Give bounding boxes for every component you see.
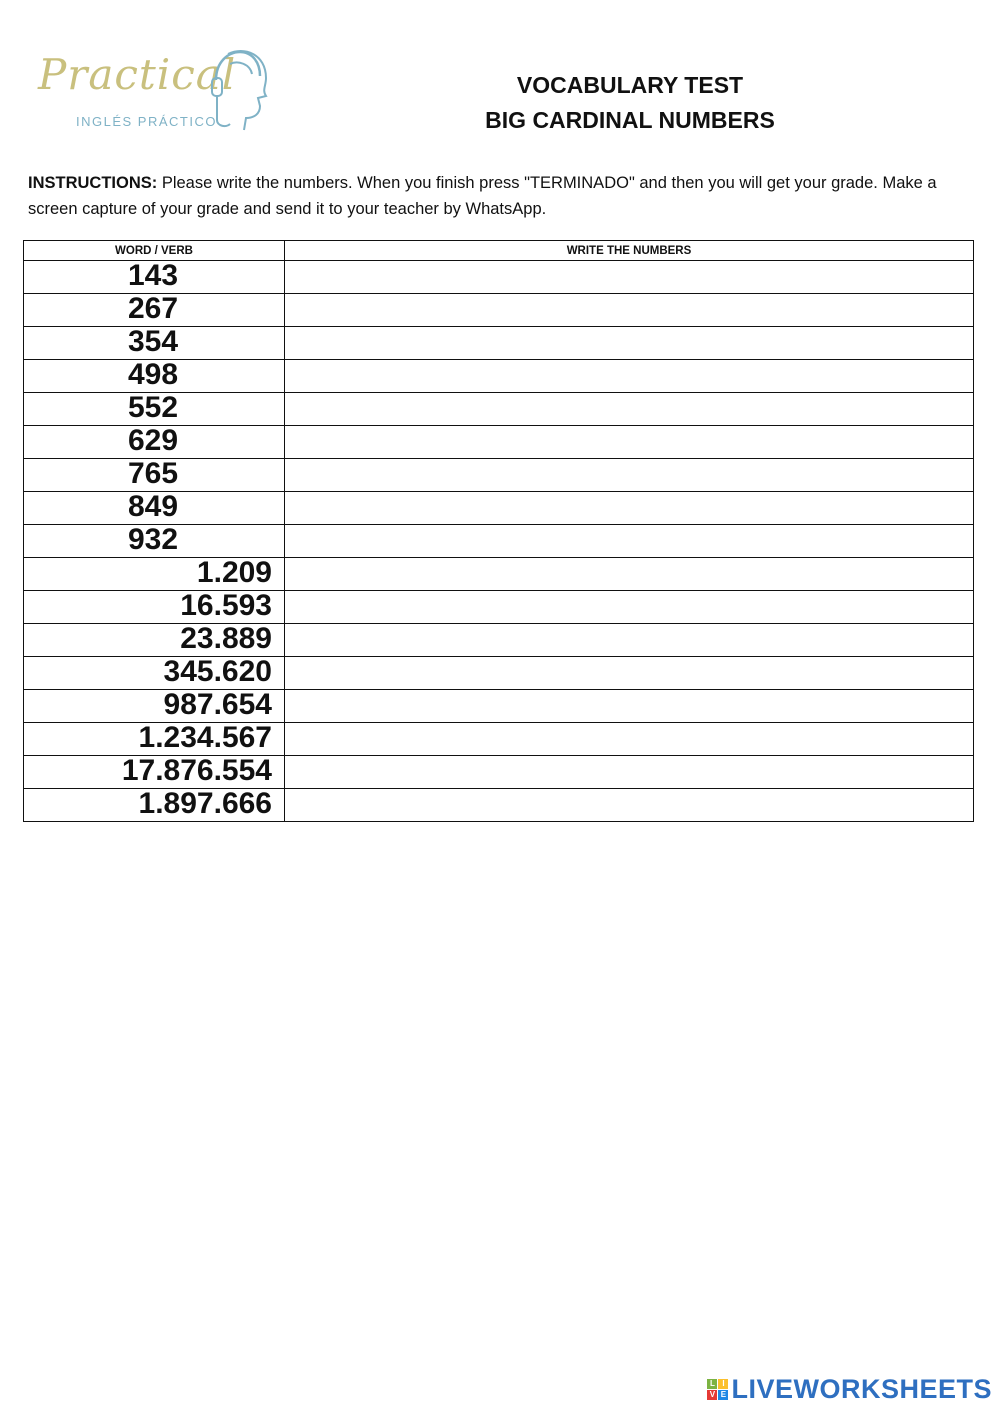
answer-field[interactable] <box>285 723 974 756</box>
answer-field[interactable] <box>285 492 974 525</box>
table-row <box>24 657 974 690</box>
number-cell: 17.876.554 <box>24 756 285 789</box>
number-cell: 16.593 <box>24 591 285 624</box>
table-row <box>24 756 974 789</box>
answer-field[interactable] <box>285 393 974 426</box>
table-row <box>24 492 974 525</box>
answer-field[interactable] <box>285 591 974 624</box>
number-cell: 552 <box>24 393 285 426</box>
table-row <box>24 360 974 393</box>
number-cell: 1.897.666 <box>24 789 285 822</box>
table-row <box>24 723 974 756</box>
test-title <box>330 68 930 138</box>
header-word-verb: WORD / VERB <box>24 241 285 261</box>
instructions-label: INSTRUCTIONS: <box>28 174 158 192</box>
table-row <box>24 591 974 624</box>
instructions-text: Please write the numbers. When you finish press "TERMINADO" and then you will get your grade. Make a screen capture of your grade and send it to your teacher by WhatsApp. <box>28 174 937 218</box>
answer-field[interactable] <box>285 690 974 723</box>
table-header-row <box>24 241 974 261</box>
number-cell: 987.654 <box>24 690 285 723</box>
answer-field[interactable] <box>285 657 974 690</box>
answer-field[interactable] <box>285 426 974 459</box>
answer-field[interactable] <box>285 294 974 327</box>
answer-field[interactable] <box>285 558 974 591</box>
number-cell: 932 <box>24 525 285 558</box>
answer-field[interactable] <box>285 624 974 657</box>
answer-field[interactable] <box>285 789 974 822</box>
numbers-table <box>23 240 974 822</box>
table-row <box>24 459 974 492</box>
logo-script-text: Practical <box>38 50 237 99</box>
practical-logo <box>38 44 278 136</box>
table-body <box>24 261 974 822</box>
table-row <box>24 294 974 327</box>
table-row <box>24 789 974 822</box>
answer-field[interactable] <box>285 525 974 558</box>
number-cell: 1.209 <box>24 558 285 591</box>
logo-subtitle: INGLÉS PRÁCTICO <box>76 114 217 129</box>
number-cell: 354 <box>24 327 285 360</box>
liveworksheets-badge-icon: L I V E <box>707 1379 728 1400</box>
table-row <box>24 327 974 360</box>
table-row <box>24 426 974 459</box>
table-row <box>24 261 974 294</box>
header-write-numbers: WRITE THE NUMBERS <box>285 241 974 261</box>
title-line-2: BIG CARDINAL NUMBERS <box>485 107 775 133</box>
headphones-head-icon <box>206 46 272 132</box>
answer-field[interactable] <box>285 459 974 492</box>
number-cell: 849 <box>24 492 285 525</box>
number-cell: 765 <box>24 459 285 492</box>
answer-field[interactable] <box>285 327 974 360</box>
answer-field[interactable] <box>285 360 974 393</box>
number-cell: 23.889 <box>24 624 285 657</box>
number-cell: 267 <box>24 294 285 327</box>
number-cell: 1.234.567 <box>24 723 285 756</box>
table-row <box>24 690 974 723</box>
table-row <box>24 624 974 657</box>
table-row <box>24 393 974 426</box>
number-cell: 143 <box>24 261 285 294</box>
answer-field[interactable] <box>285 261 974 294</box>
instructions <box>28 170 978 222</box>
title-line-1: VOCABULARY TEST <box>516 72 744 98</box>
liveworksheets-brand <box>707 1374 992 1405</box>
number-cell: 498 <box>24 360 285 393</box>
table-row <box>24 558 974 591</box>
answer-field[interactable] <box>285 756 974 789</box>
number-cell: 345.620 <box>24 657 285 690</box>
number-cell: 629 <box>24 426 285 459</box>
liveworksheets-text: LIVEWORKSHEETS <box>731 1374 992 1404</box>
table-row <box>24 525 974 558</box>
